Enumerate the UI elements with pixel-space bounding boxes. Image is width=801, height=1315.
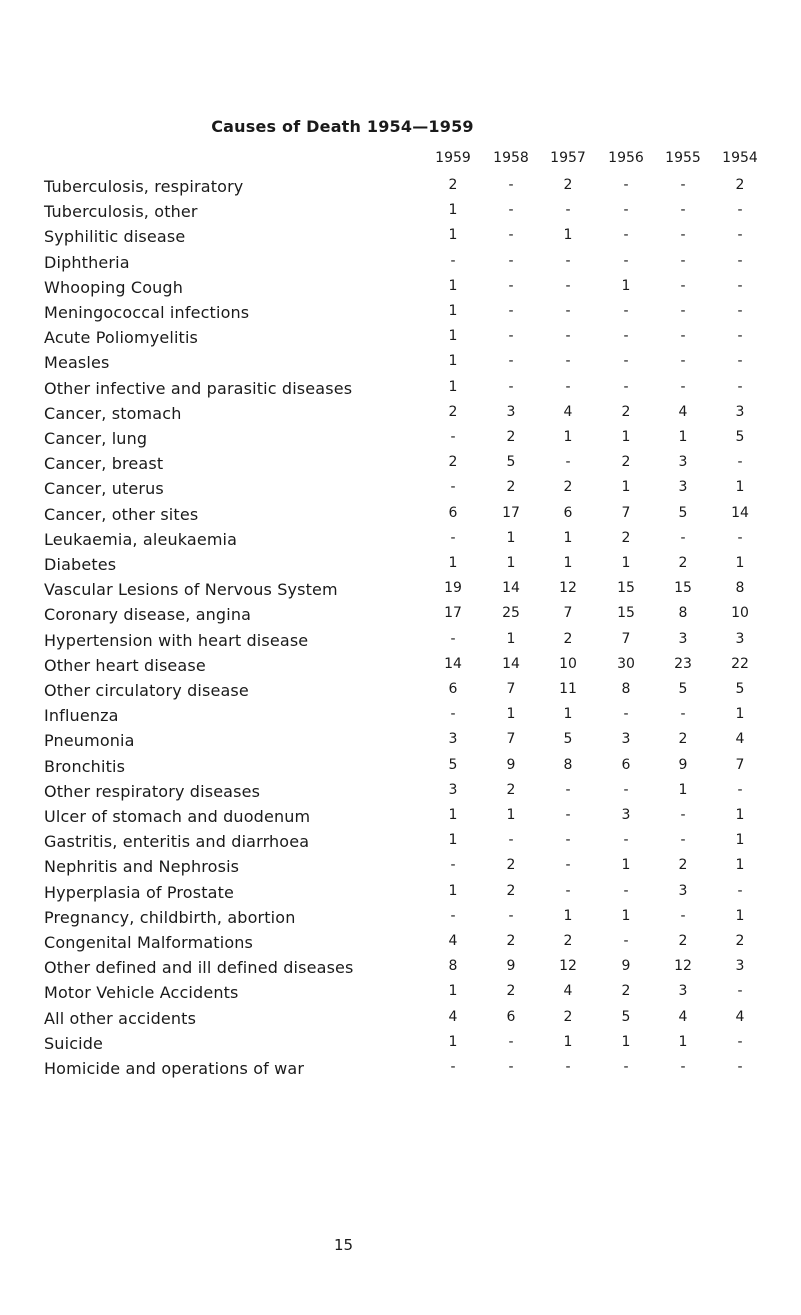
death-count-cell: 2	[678, 555, 688, 571]
death-count-cell: 7	[506, 731, 516, 748]
death-count-cell: -	[680, 277, 686, 294]
death-count-cell: 6	[448, 681, 458, 697]
death-count-cell: 5	[678, 504, 688, 521]
death-count-cell: -	[450, 429, 456, 445]
death-count-cell: 7	[563, 605, 573, 622]
death-count-cell: -	[623, 781, 629, 798]
death-count-cell: -	[737, 277, 743, 294]
cause-label: Hyperplasia of Prostate	[44, 882, 235, 902]
cause-label: Tuberculosis, respiratory	[44, 177, 244, 196]
death-count-cell: -	[737, 1033, 743, 1050]
death-count-cell: 1	[448, 832, 458, 849]
death-count-cell: -	[680, 227, 686, 244]
cause-label: Tuberculosis, other	[44, 202, 198, 222]
death-count-cell: 2	[506, 479, 516, 496]
death-count-cell: -	[623, 706, 629, 723]
cause-label: Nephritis and Nephrosis	[44, 857, 240, 877]
death-count-cell: -	[508, 252, 514, 269]
death-count-cell: 1	[621, 479, 631, 496]
table-row	[0, 253, 801, 279]
death-count-cell: 1	[621, 857, 631, 874]
table-row	[0, 1009, 801, 1035]
death-count-cell: -	[450, 907, 456, 924]
death-count-cell: -	[450, 252, 456, 269]
death-count-cell: 3	[678, 882, 688, 899]
cause-label: Cancer, uterus	[44, 479, 164, 499]
death-count-cell: -	[623, 177, 629, 193]
cause-label: Other heart disease	[44, 655, 206, 675]
death-count-cell: -	[680, 832, 686, 849]
death-count-cell: 2	[735, 933, 745, 949]
death-count-cell: 19	[444, 580, 462, 597]
death-count-cell: 2	[448, 403, 458, 420]
death-count-cell: -	[680, 252, 686, 269]
table-row	[0, 605, 801, 631]
death-count-cell: -	[680, 177, 686, 193]
death-count-cell: -	[623, 933, 629, 949]
table-row	[0, 177, 801, 203]
table-row	[0, 782, 801, 808]
death-count-cell: -	[623, 252, 629, 269]
death-count-cell: -	[680, 807, 686, 823]
table-row	[0, 328, 801, 354]
death-count-cell: 1	[448, 1033, 458, 1050]
death-count-cell: 3	[506, 403, 516, 420]
death-count-cell: 1	[563, 529, 573, 546]
death-count-cell: 1	[563, 907, 573, 924]
death-count-cell: 1	[448, 807, 458, 823]
death-count-cell: -	[623, 378, 629, 395]
cause-label: All other accidents	[44, 1008, 197, 1028]
death-count-cell: 7	[506, 681, 516, 697]
death-count-cell: -	[680, 378, 686, 395]
cause-label: Other defined and ill defined diseases	[44, 958, 354, 978]
death-count-cell: -	[450, 1059, 456, 1075]
death-count-cell: 1	[621, 429, 631, 445]
death-count-cell: 30	[617, 655, 635, 672]
death-count-cell: 5	[735, 429, 745, 445]
death-count-cell: 6	[621, 756, 631, 773]
death-count-cell: 6	[506, 1008, 516, 1025]
death-count-cell: -	[450, 529, 456, 546]
death-count-cell: 1	[448, 882, 458, 899]
death-count-cell: -	[623, 303, 629, 319]
death-count-cell: -	[680, 202, 686, 219]
death-count-cell: 1	[563, 706, 573, 723]
cause-label: Gastritis, enteritis and diarrhoea	[44, 832, 310, 852]
table-row	[0, 631, 801, 657]
death-count-cell: 1	[735, 832, 745, 849]
death-count-cell: 10	[559, 655, 577, 672]
death-count-cell: 1	[563, 555, 573, 571]
death-count-cell: 8	[448, 958, 458, 975]
death-count-cell: 6	[448, 504, 458, 521]
death-count-cell: 4	[448, 933, 458, 949]
death-count-cell: 5	[563, 731, 573, 748]
death-count-cell: 4	[563, 983, 573, 1000]
death-count-cell: 2	[678, 857, 688, 874]
table-row	[0, 883, 801, 909]
table-row	[0, 580, 801, 606]
death-count-cell: -	[737, 328, 743, 345]
cause-label: Bronchitis	[44, 756, 126, 776]
death-count-cell: 1	[448, 555, 458, 571]
death-count-cell: 5	[506, 454, 516, 471]
death-count-cell: -	[565, 353, 571, 370]
death-count-cell: 1	[448, 202, 458, 219]
table-row	[0, 933, 801, 959]
death-count-cell: 2	[563, 933, 573, 949]
cause-label: Acute Poliomyelitis	[44, 328, 199, 348]
death-count-cell: -	[737, 202, 743, 219]
death-count-cell: 3	[678, 479, 688, 496]
death-count-cell: 11	[559, 681, 577, 697]
death-count-cell: -	[680, 353, 686, 370]
death-count-cell: -	[737, 303, 743, 319]
death-count-cell: -	[565, 202, 571, 219]
death-count-cell: 12	[559, 580, 577, 597]
death-count-cell: 9	[621, 958, 631, 975]
death-count-cell: 2	[563, 479, 573, 496]
death-count-cell: 4	[735, 731, 745, 748]
death-count-cell: -	[508, 177, 514, 193]
cause-label: Measles	[44, 353, 110, 373]
death-count-cell: 5	[448, 756, 458, 773]
death-count-cell: -	[680, 907, 686, 924]
cause-label: Cancer, lung	[44, 429, 148, 448]
death-count-cell: -	[737, 227, 743, 244]
death-count-cell: 4	[678, 403, 688, 420]
page-title: Causes of Death 1954—1959	[211, 117, 474, 136]
death-count-cell: 1	[563, 1033, 573, 1050]
death-count-cell: -	[508, 1033, 514, 1050]
death-count-cell: 8	[678, 605, 688, 622]
death-count-cell: 12	[559, 958, 577, 975]
death-count-cell: 4	[678, 1008, 688, 1025]
death-count-cell: -	[565, 832, 571, 849]
death-count-cell: -	[737, 781, 743, 798]
cause-label: Vascular Lesions of Nervous System	[44, 580, 338, 600]
table-row	[0, 857, 801, 883]
death-count-cell: -	[737, 529, 743, 546]
cause-label: Diphtheria	[44, 252, 130, 272]
death-count-cell: 1	[448, 353, 458, 370]
cause-label: Leukaemia, aleukaemia	[44, 529, 238, 549]
death-count-cell: 5	[678, 681, 688, 697]
death-count-cell: 2	[563, 177, 573, 193]
death-count-cell: 2	[621, 403, 631, 420]
death-count-cell: 1	[678, 781, 688, 798]
death-count-cell: 1	[563, 429, 573, 445]
death-count-cell: 1	[621, 907, 631, 924]
death-count-cell: 7	[621, 504, 631, 521]
death-count-cell: 2	[678, 731, 688, 748]
table-row	[0, 555, 801, 581]
cause-label: Diabetes	[44, 555, 117, 574]
death-count-cell: 2	[506, 933, 516, 949]
table-row	[0, 1059, 801, 1085]
death-count-cell: -	[565, 807, 571, 823]
death-count-cell: 3	[621, 731, 631, 748]
death-count-cell: 1	[448, 303, 458, 319]
page-number: 15	[333, 1236, 354, 1254]
death-count-cell: 9	[506, 958, 516, 975]
cause-label: Motor Vehicle Accidents	[44, 983, 239, 1003]
table-row	[0, 1034, 801, 1060]
death-count-cell: 3	[735, 403, 745, 420]
cause-label: Cancer, stomach	[44, 403, 182, 423]
cause-label: Other respiratory diseases	[44, 781, 261, 801]
death-count-cell: 4	[448, 1008, 458, 1025]
death-count-cell: -	[680, 706, 686, 723]
death-count-cell: -	[508, 378, 514, 395]
death-count-cell: 3	[678, 630, 688, 647]
death-count-cell: 2	[448, 177, 458, 193]
table-row	[0, 656, 801, 682]
death-count-cell: 1	[735, 479, 745, 496]
death-count-cell: -	[623, 328, 629, 345]
table-row	[0, 908, 801, 934]
death-count-cell: -	[565, 252, 571, 269]
death-count-cell: 17	[444, 605, 462, 622]
death-count-cell: -	[565, 781, 571, 798]
cause-label: Congenital Malformations	[44, 933, 254, 952]
death-count-cell: 1	[448, 277, 458, 294]
table-row	[0, 404, 801, 430]
death-count-cell: -	[680, 1059, 686, 1075]
death-count-cell: 3	[735, 958, 745, 975]
death-count-cell: 14	[502, 580, 520, 597]
death-count-cell: -	[508, 277, 514, 294]
death-count-cell: 1	[735, 807, 745, 823]
death-count-cell: 1	[621, 1033, 631, 1050]
death-count-cell: -	[737, 353, 743, 370]
death-count-cell: -	[680, 328, 686, 345]
death-count-cell: 17	[502, 504, 520, 521]
death-count-cell: 9	[678, 756, 688, 773]
death-count-cell: 2	[735, 177, 745, 193]
death-count-cell: -	[737, 983, 743, 1000]
death-count-cell: 25	[502, 605, 520, 622]
death-count-cell: 2	[506, 781, 516, 798]
death-count-cell: 1	[448, 983, 458, 1000]
death-count-cell: 1	[678, 1033, 688, 1050]
death-count-cell: -	[623, 227, 629, 244]
cause-label: Influenza	[44, 706, 119, 726]
cause-label: Ulcer of stomach and duodenum	[44, 807, 311, 826]
death-count-cell: -	[565, 857, 571, 874]
death-count-cell: -	[623, 882, 629, 899]
cause-label: Cancer, other sites	[44, 504, 199, 524]
year-header: 1955	[665, 150, 701, 166]
death-count-cell: 9	[506, 756, 516, 773]
death-count-cell: 3	[678, 454, 688, 471]
death-count-cell: 3	[735, 630, 745, 647]
table-row	[0, 807, 801, 833]
death-count-cell: 1	[448, 328, 458, 345]
death-count-cell: 2	[621, 454, 631, 471]
death-count-cell: 10	[731, 605, 749, 622]
table-row	[0, 479, 801, 505]
death-count-cell: -	[450, 479, 456, 496]
death-count-cell: 23	[674, 655, 692, 672]
death-count-cell: 1	[678, 429, 688, 445]
death-count-cell: 14	[502, 655, 520, 672]
death-count-cell: -	[737, 454, 743, 471]
cause-label: Other infective and parasitic diseases	[44, 378, 353, 398]
death-count-cell: -	[623, 832, 629, 849]
table-row	[0, 505, 801, 531]
death-count-cell: -	[623, 353, 629, 370]
table-row	[0, 832, 801, 858]
death-count-cell: 1	[506, 706, 516, 723]
table-row	[0, 983, 801, 1009]
death-count-cell: 2	[506, 857, 516, 874]
cause-label: Pregnancy, childbirth, abortion	[44, 907, 296, 927]
death-count-cell: 1	[735, 706, 745, 723]
year-header: 1956	[608, 150, 644, 166]
death-count-cell: -	[737, 882, 743, 899]
death-count-cell: 3	[448, 731, 458, 748]
death-count-cell: 1	[735, 907, 745, 924]
death-count-cell: -	[508, 202, 514, 219]
death-count-cell: -	[623, 202, 629, 219]
death-count-cell: 8	[621, 681, 631, 697]
death-count-cell: -	[565, 882, 571, 899]
table-row	[0, 303, 801, 329]
table-row	[0, 379, 801, 405]
death-count-cell: 1	[621, 277, 631, 294]
death-count-cell: 3	[448, 781, 458, 798]
table-row	[0, 530, 801, 556]
death-count-cell: 14	[444, 655, 462, 672]
death-count-cell: 2	[563, 1008, 573, 1025]
death-count-cell: -	[737, 378, 743, 395]
death-count-cell: -	[508, 1059, 514, 1075]
death-count-cell: 2	[506, 882, 516, 899]
table-row	[0, 353, 801, 379]
death-count-cell: 2	[621, 983, 631, 1000]
table-row	[0, 429, 801, 455]
death-count-cell: 15	[674, 580, 692, 597]
death-count-cell: 2	[448, 454, 458, 471]
cause-label: Whooping Cough	[44, 277, 184, 297]
death-count-cell: 4	[735, 1008, 745, 1025]
death-count-cell: 1	[621, 555, 631, 571]
death-count-cell: 14	[731, 504, 749, 521]
cause-label: Pneumonia	[44, 731, 135, 751]
year-header: 1957	[550, 150, 586, 166]
table-row	[0, 757, 801, 783]
death-count-cell: -	[565, 303, 571, 319]
death-count-cell: -	[565, 1059, 571, 1075]
year-header: 1958	[493, 150, 529, 166]
cause-label: Suicide	[44, 1033, 104, 1053]
death-count-cell: -	[737, 1059, 743, 1075]
death-count-cell: 1	[506, 529, 516, 546]
year-header-row	[0, 150, 801, 172]
cause-label: Coronary disease, angina	[44, 605, 252, 625]
cause-label: Hypertension with heart disease	[44, 630, 309, 650]
death-count-cell: -	[680, 529, 686, 546]
death-count-cell: 2	[621, 529, 631, 546]
death-count-cell: 1	[448, 378, 458, 395]
death-count-cell: 2	[563, 630, 573, 647]
death-count-cell: -	[450, 857, 456, 874]
death-count-cell: -	[450, 630, 456, 647]
death-count-cell: -	[565, 328, 571, 345]
death-count-cell: 8	[735, 580, 745, 597]
death-count-cell: -	[565, 454, 571, 471]
death-count-cell: -	[565, 378, 571, 395]
death-count-cell: 1	[448, 227, 458, 244]
death-count-cell: 1	[735, 555, 745, 571]
cause-label: Cancer, breast	[44, 454, 164, 474]
table-row	[0, 681, 801, 707]
death-count-cell: 7	[735, 756, 745, 773]
death-count-cell: 4	[563, 403, 573, 420]
death-count-cell: -	[450, 706, 456, 723]
death-count-cell: 1	[506, 555, 516, 571]
death-count-cell: 7	[621, 630, 631, 647]
death-count-cell: 5	[621, 1008, 631, 1025]
table-row	[0, 454, 801, 480]
death-count-cell: 5	[735, 681, 745, 697]
death-count-cell: -	[623, 1059, 629, 1075]
death-count-cell: 15	[617, 580, 635, 597]
cause-label: Other circulatory disease	[44, 681, 249, 700]
death-count-cell: -	[508, 328, 514, 345]
death-count-cell: 15	[617, 605, 635, 622]
table-row	[0, 958, 801, 984]
table-row	[0, 202, 801, 228]
death-count-cell: -	[565, 277, 571, 294]
death-count-cell: -	[508, 227, 514, 244]
death-count-cell: 8	[563, 756, 573, 773]
death-count-cell: -	[508, 907, 514, 924]
death-count-cell: 3	[621, 807, 631, 823]
death-count-cell: 1	[506, 807, 516, 823]
table-row	[0, 278, 801, 304]
death-count-cell: 3	[678, 983, 688, 1000]
table-row	[0, 731, 801, 757]
death-count-cell: 1	[563, 227, 573, 244]
year-header: 1959	[435, 150, 471, 166]
cause-label: Syphilitic disease	[44, 227, 186, 247]
death-count-cell: -	[508, 353, 514, 370]
death-count-cell: 6	[563, 504, 573, 521]
cause-label: Meningococcal infections	[44, 303, 250, 322]
death-count-cell: 12	[674, 958, 692, 975]
death-count-cell: -	[680, 303, 686, 319]
death-count-cell: 2	[678, 933, 688, 949]
death-count-cell: 1	[506, 630, 516, 647]
death-count-cell: -	[508, 303, 514, 319]
death-count-cell: -	[508, 832, 514, 849]
year-header: 1954	[722, 150, 758, 166]
death-count-cell: 1	[735, 857, 745, 874]
death-count-cell: 22	[731, 655, 749, 672]
death-count-cell: 2	[506, 983, 516, 1000]
cause-label: Homicide and operations of war	[44, 1059, 305, 1078]
table-row	[0, 227, 801, 253]
death-count-cell: -	[737, 252, 743, 269]
table-row	[0, 706, 801, 732]
death-count-cell: 2	[506, 429, 516, 445]
